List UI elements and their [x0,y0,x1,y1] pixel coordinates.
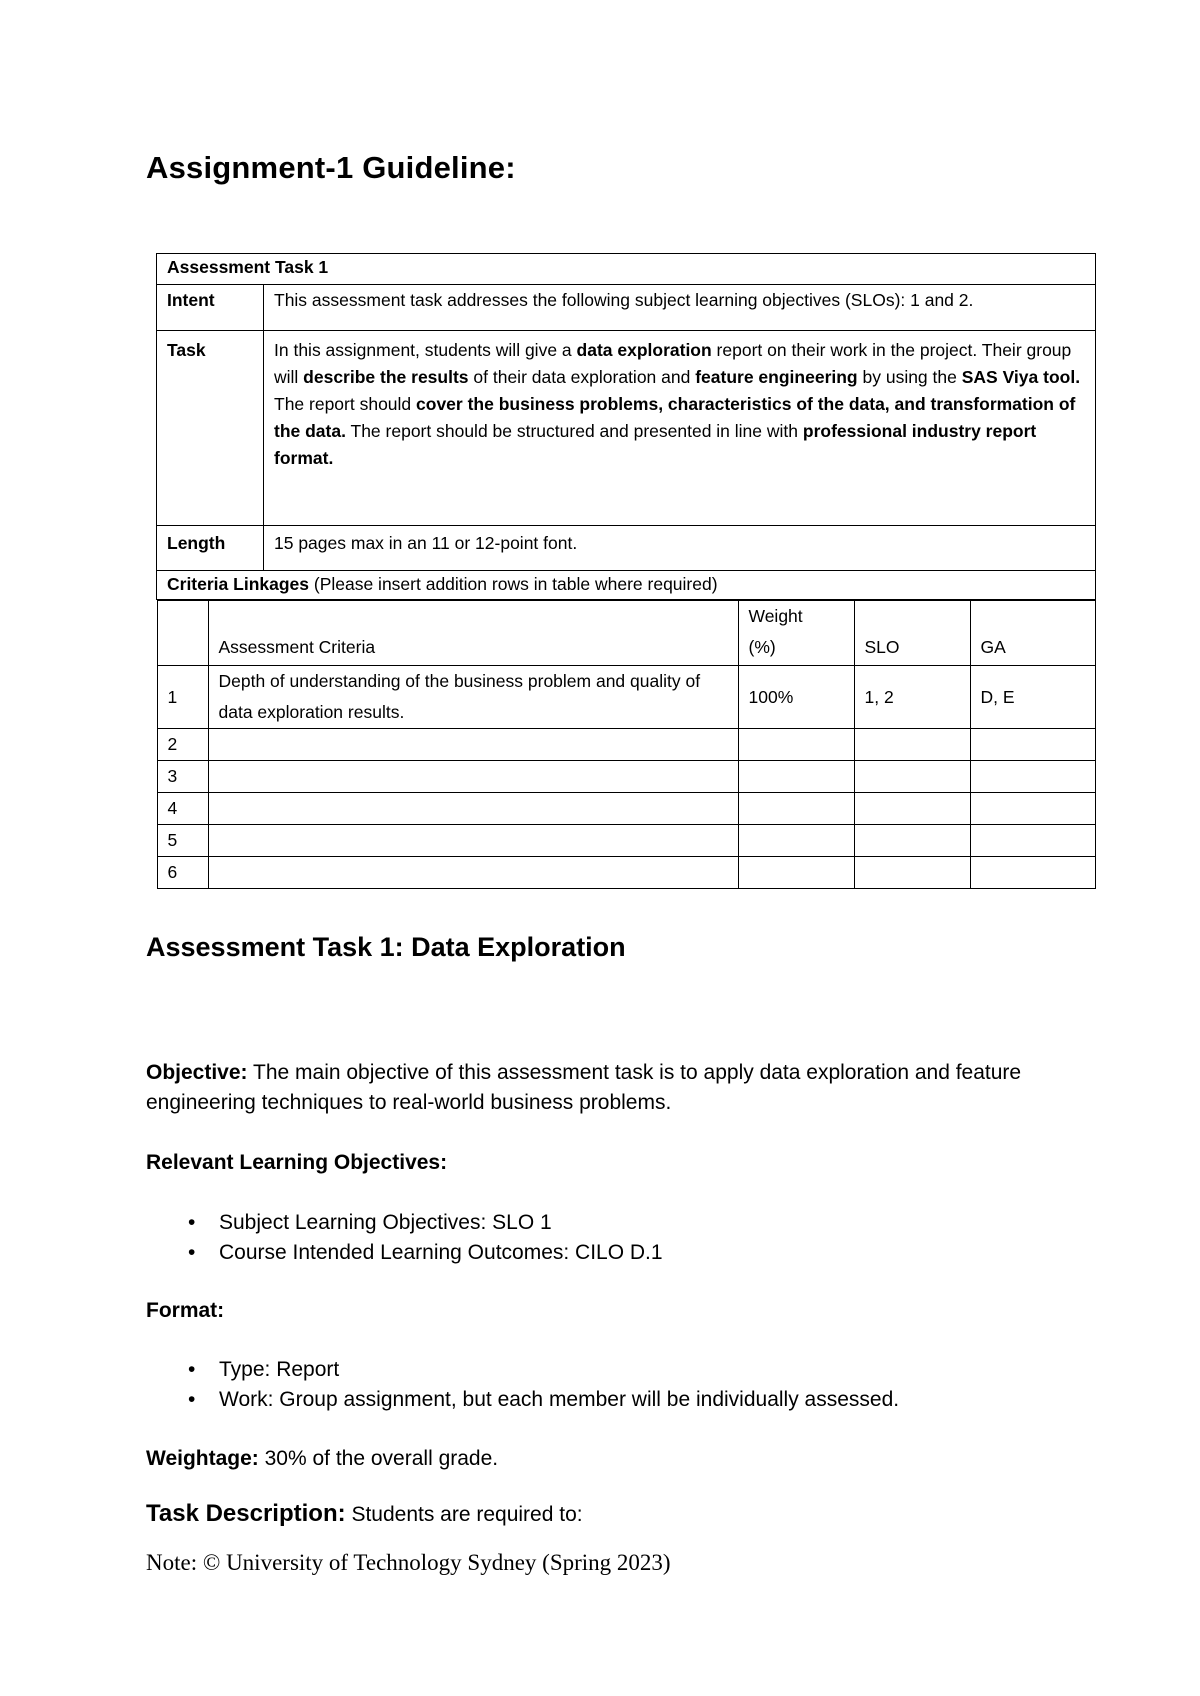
length-label: Length [157,526,264,571]
weightage-label: Weightage: [146,1447,259,1470]
bullet-icon: • [188,1388,196,1411]
bullet-icon: • [188,1241,196,1264]
bullet-icon: • [188,1211,196,1234]
table-title: Assessment Task 1 [157,254,1096,285]
bullet-icon: • [188,1358,196,1381]
format-list [146,1355,899,1415]
header-num [157,601,208,666]
objective-label: Objective: [146,1061,248,1084]
learning-objectives-heading: Relevant Learning Objectives: [146,1151,448,1174]
table-row: 6 [157,857,1095,889]
length-text: 15 pages max in an 11 or 12-point font. [264,526,1096,571]
list-item: • Type: Report [146,1355,899,1385]
task-description [146,1500,583,1528]
weightage-text: 30% of the overall grade. [258,1447,499,1470]
table-row: 2 [157,729,1095,761]
task-label: Task [157,331,264,526]
header-slo: SLO [854,601,970,666]
intent-label: Intent [157,285,264,331]
criteria-table [157,600,1096,889]
table-row: 3 [157,761,1095,793]
criteria-linkages-row [157,571,1096,600]
intent-text: This assessment task addresses the following subject learning objectives (SLOs): 1 and 2. [264,285,1096,331]
task-description-text: Students are required to: [345,1503,583,1526]
table-row: 4 [157,793,1095,825]
criteria-note: (Please insert addition rows in table where required) [309,574,718,594]
task-text: In this assignment, students will give a data exploration report on their work in the project. Their group will describe the results of their data exploration and feature engineering by using the SAS Viya tool. The report should cover the business problems, characteristics of the data, and transformation of the data. The report should be structured and presented in line with professional industry report format. [264,331,1096,526]
list-item: • Course Intended Learning Outcomes: CILO D.1 [146,1238,663,1268]
criteria-label: Criteria Linkages [167,574,309,594]
task-description-label: Task Description: [146,1500,346,1527]
copyright-note: Note: © University of Technology Sydney (Spring 2023) [146,1550,671,1575]
header-weight: Weight (%) [738,601,854,666]
table-row: 1 Depth of understanding of the business problem and quality of data exploration results. 100% 1, 2 D, E [157,666,1095,729]
table-row: 5 [157,825,1095,857]
section-title: Assessment Task 1: Data Exploration [146,932,626,962]
objective-text: The main objective of this assessment task is to apply data exploration and feature engineering techniques to real-world business problems. [146,1061,1022,1114]
list-item: • Subject Learning Objectives: SLO 1 [146,1208,663,1238]
objective-paragraph [146,1058,1026,1118]
criteria-header-row [157,601,1095,666]
page-title: Assignment-1 Guideline: [146,150,516,185]
weightage-paragraph [146,1444,498,1474]
list-item: • Work: Group assignment, but each member will be individually assessed. [146,1385,899,1415]
format-heading: Format: [146,1299,225,1322]
header-criteria: Assessment Criteria [208,601,738,666]
learning-objectives-list [146,1208,663,1268]
header-ga: GA [970,601,1095,666]
assessment-table [156,253,1096,889]
